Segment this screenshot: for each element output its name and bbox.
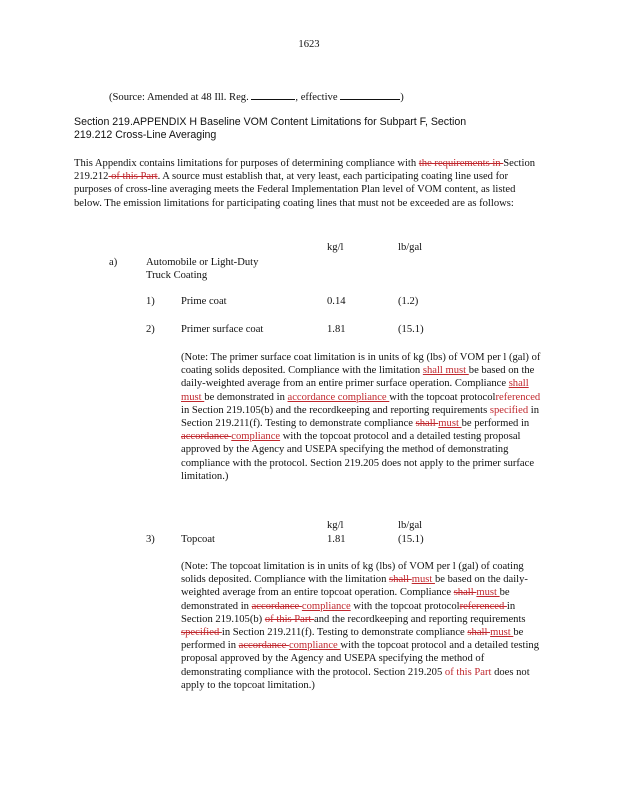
units-lb-header-2: lb/gal bbox=[398, 520, 423, 531]
item-2-kg: 1.81 bbox=[327, 324, 346, 335]
item-1-name: Prime coat bbox=[181, 296, 227, 307]
intro-deleted-1: the requirements in bbox=[418, 158, 504, 169]
item-2-name: Primer surface coat bbox=[181, 324, 264, 335]
item-3-name: Topcoat bbox=[181, 534, 215, 545]
note1-text: with the topcoat protocol and a detailed testing proposal approved by the Agency and USEPA specifying the method of demonstrating compliance with the protocol. Section 219.205 does not apply to the primer surface limitation.) bbox=[181, 431, 535, 482]
note2-text: does not apply to the topcoat limitation.) bbox=[181, 666, 530, 691]
section-a-title bbox=[146, 256, 258, 282]
section-heading-line2: 219.212 Cross-Line Averaging bbox=[74, 129, 217, 142]
source-blank-date bbox=[340, 90, 400, 100]
note2-inserted: compliance bbox=[288, 640, 341, 652]
note1-text: be demonstrated in bbox=[204, 391, 288, 403]
note2-text: and the recordkeeping and reporting requirements bbox=[314, 613, 526, 625]
source-suffix: ) bbox=[400, 92, 404, 103]
note2-deleted: shall bbox=[453, 587, 477, 599]
source-middle: , effective bbox=[295, 92, 338, 103]
note2-text: in Section 219.211(f). Testing to demonstrate compliance bbox=[221, 627, 468, 639]
note1-inserted: shall must bbox=[181, 378, 529, 403]
note1-inserted: must bbox=[438, 418, 462, 430]
note2-deleted: accordance bbox=[251, 600, 302, 612]
note-topcoat bbox=[181, 560, 547, 692]
note2-text: in Section 219.105(b) bbox=[181, 600, 516, 625]
note1-deleted: accordance bbox=[181, 431, 232, 443]
note2-inserted: of this Part bbox=[444, 666, 492, 678]
note1-deleted: shall bbox=[415, 418, 439, 430]
note2-deleted: of this Part bbox=[264, 613, 315, 625]
note1-text: be performed in bbox=[461, 418, 530, 430]
units-kg-header-2: kg/l bbox=[327, 520, 344, 531]
note1-inserted: referenced bbox=[495, 391, 541, 403]
item-3-kg: 1.81 bbox=[327, 534, 346, 545]
item-1-number: 1) bbox=[146, 296, 155, 307]
source-line bbox=[109, 90, 404, 104]
note2-text: (Note: The topcoat limitation is in units of kg (lbs) of VOM per l (gal) of coating solids deposited. Compliance with the limitation bbox=[181, 561, 524, 586]
intro-text-3: . A source must establish that, at very least, each participating coating line used for purposes of cross-line averaging meets the Federal Implementation Plan level of VOM content, as listed below. The emission limitations for participating coating lines that must not be exceeded are as follows: bbox=[74, 171, 516, 209]
source-blank-reg bbox=[251, 90, 295, 100]
section-heading bbox=[74, 116, 554, 142]
note1-text: in Section 219.211(f). Testing to demonstrate compliance bbox=[181, 404, 540, 430]
intro-text-1: This Appendix contains limitations for purposes of determining compliance with bbox=[74, 158, 419, 169]
note2-inserted: must bbox=[476, 587, 500, 599]
note2-deleted: accordance bbox=[238, 640, 289, 652]
page-number: 1623 bbox=[298, 39, 320, 50]
item-3-number: 3) bbox=[146, 534, 155, 545]
intro-text-2: Section 219.212 bbox=[74, 158, 536, 183]
note2-text: with the topcoat protocol bbox=[350, 600, 460, 612]
note2-text: be performed in bbox=[181, 627, 524, 652]
source-prefix: (Source: Amended at 48 Ill. Reg. bbox=[109, 92, 249, 103]
section-a-title-line2: Truck Coating bbox=[146, 270, 208, 282]
section-a-label: a) bbox=[109, 257, 118, 268]
item-1-lb: (1.2) bbox=[398, 296, 419, 307]
note2-deleted: referenced bbox=[459, 600, 507, 612]
note1-inserted: shall must bbox=[422, 365, 469, 377]
note2-inserted: must bbox=[411, 574, 435, 586]
note2-deleted: shall bbox=[389, 574, 412, 586]
note1-inserted: compliance bbox=[231, 431, 281, 443]
note2-inserted: compliance bbox=[301, 600, 351, 612]
item-3-lb: (15.1) bbox=[398, 534, 424, 545]
note2-deleted: shall bbox=[467, 627, 491, 639]
item-2-number: 2) bbox=[146, 324, 155, 335]
note1-inserted: specified bbox=[489, 404, 529, 416]
note2-text: be demonstrated in bbox=[181, 587, 510, 612]
note1-text: in Section 219.105(b) and the recordkeeping and reporting requirements bbox=[181, 404, 490, 416]
note1-inserted: accordance compliance bbox=[287, 391, 390, 403]
note1-text: with the topcoat protocol bbox=[389, 391, 496, 403]
note1-text: be based on the daily-weighted average from an entire primer surface operation. Compliance bbox=[181, 365, 535, 390]
item-1-kg: 0.14 bbox=[327, 296, 346, 307]
note-primer-surface bbox=[181, 351, 547, 483]
units-lb-header: lb/gal bbox=[398, 242, 423, 253]
item-2-lb: (15.1) bbox=[398, 324, 424, 335]
intro-paragraph bbox=[74, 157, 544, 210]
intro-deleted-2: of this Part bbox=[108, 171, 158, 183]
note2-text: be based on the daily-weighted average from an entire topcoat operation. Compliance bbox=[181, 574, 528, 599]
note2-inserted: must bbox=[490, 627, 514, 639]
units-kg-header: kg/l bbox=[327, 242, 344, 253]
section-a-title-line1: Automobile or Light-Duty bbox=[146, 257, 259, 268]
note1-text: (Note: The primer surface coat limitation is in units of kg (lbs) of VOM per l (gal) of coating solids deposited. Compliance with the limitation bbox=[181, 352, 541, 377]
note2-text: with the topcoat protocol and a detailed testing proposal approved by the Agency and USEPA specifying the method of demonstrating compliance with the protocol. Section 219.205 bbox=[181, 640, 539, 678]
section-heading-line1: Section 219.APPENDIX H Baseline VOM Content Limitations for Subpart F, Section bbox=[74, 116, 467, 128]
note2-deleted: specified bbox=[181, 627, 222, 639]
